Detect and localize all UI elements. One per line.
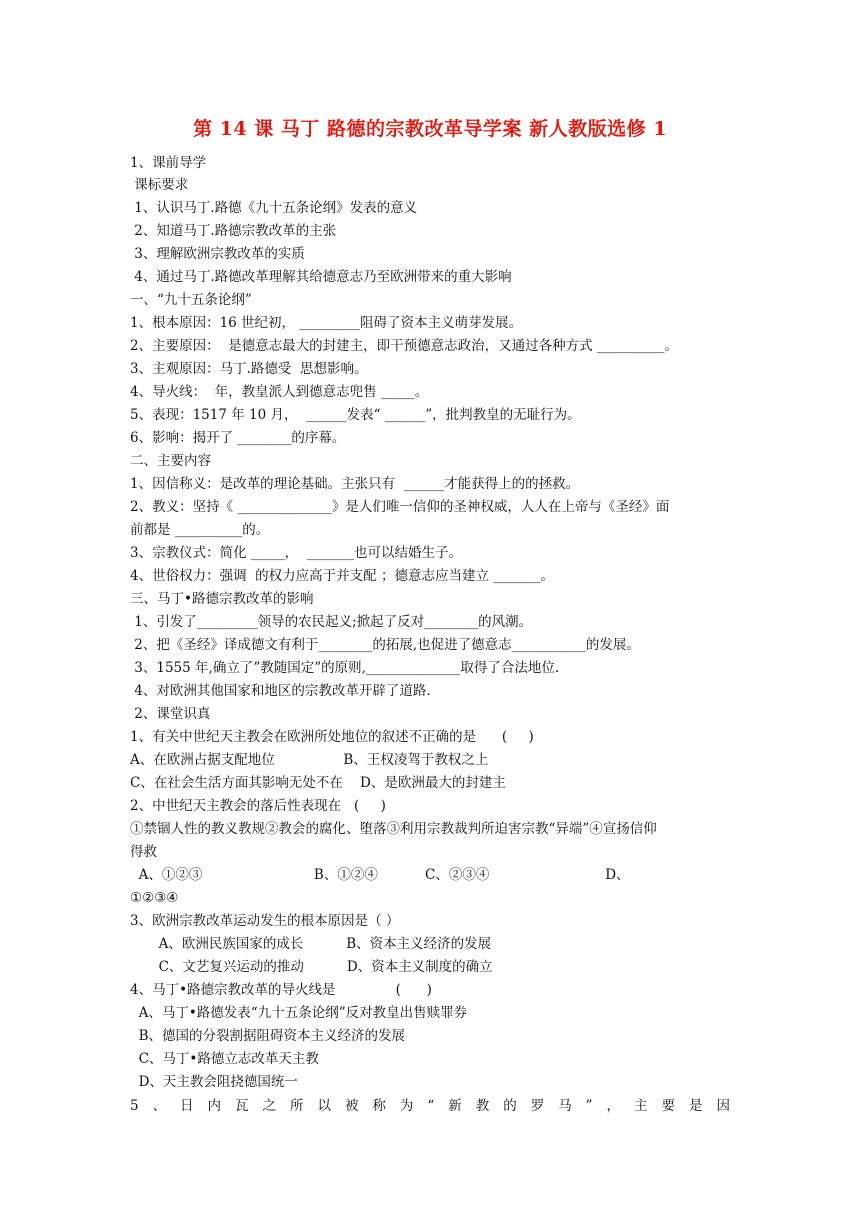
question: 2、中世纪天主教会的落后性表现在 ( ) [130, 798, 386, 814]
option-line: A、马丁•路德发表“九十五条论纲”反对教皇出售赎罪券 [130, 1005, 468, 1021]
text-line: 2、知道马丁.路德宗教改革的主张 [130, 223, 337, 239]
option-line: C、马丁•路德立志改革天主教 [130, 1051, 319, 1067]
document-title: 第 14 课 马丁 路德的宗教改革导学案 新人教版选修 1 [193, 118, 667, 140]
option-line: C、文艺复兴运动的推动 D、资本主义制度的确立 [150, 959, 493, 975]
option-line: A、欧洲民族国家的成长 B、资本主义经济的发展 [150, 936, 492, 952]
question: 3、欧洲宗教改革运动发生的根本原因是（ ） [130, 913, 400, 929]
option-line: B、德国的分裂割据阻碍资本主义经济的发展 [130, 1028, 406, 1044]
option-line: ①②③④ [130, 890, 179, 906]
section-heading: 一、“九十五条论纲” [130, 292, 252, 308]
text-line: ①禁锢人性的教义教规②教会的腐化、堕落③利用宗教裁判所迫害宗教“异端”④宣扬信仰 [130, 821, 657, 837]
text-line: 1、引发了_________领导的农民起义;掀起了反对________的风潮。 [130, 614, 533, 630]
text-line: 前都是 __________的。 [130, 522, 270, 538]
section-heading: 三、马丁•路德宗教改革的影响 [130, 591, 314, 607]
option-line: A、①②③ B、①②④ C、②③④ D、 [130, 867, 630, 883]
text-line: 2、把《圣经》译成德文有利于________的拓展,也促进了德意志___________的发展。 [130, 637, 640, 653]
question: 4、马丁•路德宗教改革的导火线是 ( ) [130, 982, 432, 998]
text-line: 6、影响：揭开了 ________的序幕。 [130, 430, 346, 446]
text-line: 3、1555 年,确立了”教随国定”的原则,______________取得了合法地位. [130, 660, 560, 676]
text-line: 3、理解欧洲宗教改革的实质 [130, 246, 305, 262]
section-heading: 2、课堂识真 [130, 706, 211, 722]
text-line: 2、教义：坚持《 ______________》是人们唯一信仰的圣神权威，人人在上帝与《圣经》面 [130, 499, 670, 515]
section-heading: 1、课前导学 [130, 155, 207, 171]
text-line: 4、通过马丁.路德改革理解其给德意志乃至欧洲带来的重大影响 [130, 269, 512, 285]
question: 1、有关中世纪天主教会在欧洲所处地位的叙述不正确的是 ( ) [130, 729, 534, 745]
section-heading: 二、主要内容 [130, 453, 211, 469]
text-line: 4、世俗权力：强调 的权力应高于并支配 ；德意志应当建立 _______。 [130, 568, 555, 584]
option-line: C、在社会生活方面其影响无处不在 D、是欧洲最大的封建主 [130, 775, 506, 791]
text-line: 3、宗教仪式：简化 _____， _______也可以结婚生子。 [130, 545, 462, 561]
text-line: 2、主要原因： 是德意志最大的封建主，即干预德意志政治，又通过各种方式 __________。 [130, 338, 678, 354]
text-line: 得救 [130, 844, 157, 860]
option-line: A、在欧洲占据支配地位 B、王权凌驾于教权之上 [130, 752, 489, 768]
text-line: 4、对欧洲其他国家和地区的宗教改革开辟了道路. [130, 683, 431, 699]
text-line: 4、导火线： 年，教皇派人到德意志兜售 _____。 [130, 384, 429, 400]
text-line: 3、主观原因：马丁.路德受 思想影响。 [130, 361, 368, 377]
text-line: 1、因信称义：是改革的理论基础。主张只有 ______才能获得上的的拯救。 [130, 476, 580, 492]
subheading: 课标要求 [130, 177, 189, 193]
option-line: D、天主教会阻挠德国统一 [130, 1074, 298, 1090]
question: 5、日内瓦之所以被称为“新教的罗马”，主要是因 [130, 1098, 730, 1114]
text-line: 1、认识马丁.路德《九十五条论纲》发表的意义 [130, 200, 418, 216]
text-line: 5、表现：1517 年 10 月， ______发表“ ______”，批判教皇的无耻行为。 [130, 407, 581, 423]
text-line: 1、根本原因：16 世纪初， _________阻碍了资本主义萌芽发展。 [130, 315, 523, 331]
